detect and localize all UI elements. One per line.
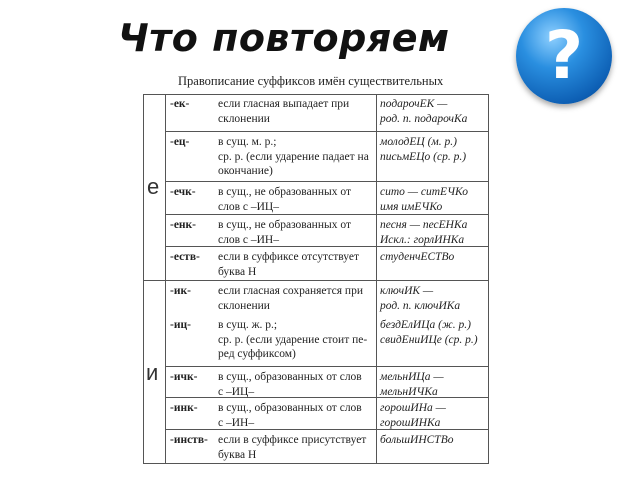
example-text: горошИНКа [380,416,441,429]
example-text: студенчЕСТВо [380,251,455,263]
rule-text: в сущ. м. р.; [218,136,277,148]
suffix-cell: -ек- [170,98,190,110]
suffix-cell: -еств- [170,251,200,263]
group-letter-i: и [146,360,159,385]
example-text: горошИНа — [380,402,446,414]
example-text: Искл.: горлИНКа [380,233,465,246]
example-text: род. п. подарочКа [380,112,468,125]
example-text: бездЕлИЦа (ж. р.) [380,319,471,331]
rule-text: ср. р. (если ударение стоит пе- [218,333,368,346]
rule-text: слов с –ИЦ– [218,200,279,213]
rule-text: с –ИН– [218,416,255,429]
example-text: письмЕЦо (ср. р.) [380,150,467,163]
suffix-cell: -ечк- [170,186,196,198]
help-button[interactable] [516,8,612,104]
example-text: подарочЕК — [380,98,448,110]
rule-text: если в суффиксе отсутствует [218,251,360,263]
rule-text: слов с –ИН– [218,233,279,246]
example-text: ключИК — [380,285,434,297]
suffix-cell: -инств- [170,434,208,446]
suffix-cell: -ик- [170,285,191,297]
rule-text: в сущ., не образованных от [218,186,351,198]
example-text: молодЕЦ (м. р.) [380,136,457,148]
rule-text: в сущ., образованных от слов [218,402,362,414]
suffix-cell: -иц- [170,319,191,331]
example-text: свидЕниИЦе (ср. р.) [380,333,478,346]
suffix-table [143,94,488,464]
rule-text: если в суффиксе присутствует [218,434,367,446]
page-title: Что повторяем [118,16,450,60]
suffix-cell: -ец- [170,136,190,148]
rule-text: ред суффиксом) [218,348,296,360]
rule-text: в сущ., не образованных от [218,219,351,231]
example-text: большИНСТВо [380,434,454,446]
suffix-cell: -енк- [170,219,197,231]
table-caption: Правописание суффиксов имён существительных [178,74,444,88]
rule-text: ср. р. (если ударение падает на [218,150,369,163]
example-text: имя имЕЧКо [380,200,443,213]
rule-text: если гласная сохраняется при [218,285,363,297]
rule-text: окончание) [218,165,273,177]
example-text: род. п. ключИКа [380,299,461,312]
example-text: сито — ситЕЧКо [380,186,468,198]
group-letter-e: е [147,174,160,199]
rule-text: буква Н [218,265,257,278]
rule-text: с –ИЦ– [218,385,255,398]
example-text: мельнИЧКа [380,385,438,398]
suffix-cell: -инк- [170,402,198,414]
rule-text: буква Н [218,448,257,461]
example-text: песня — песЕНКа [380,219,468,231]
question-icon: ? [544,17,584,94]
rule-text: склонении [218,112,270,125]
rule-text: если гласная выпадает при [218,98,350,110]
rule-text: в сущ., образованных от слов [218,371,362,383]
example-text: мельнИЦа — [380,371,444,383]
rule-text: в сущ. ж. р.; [218,319,278,331]
rule-text: склонении [218,299,270,312]
suffix-cell: -ичк- [170,371,198,383]
